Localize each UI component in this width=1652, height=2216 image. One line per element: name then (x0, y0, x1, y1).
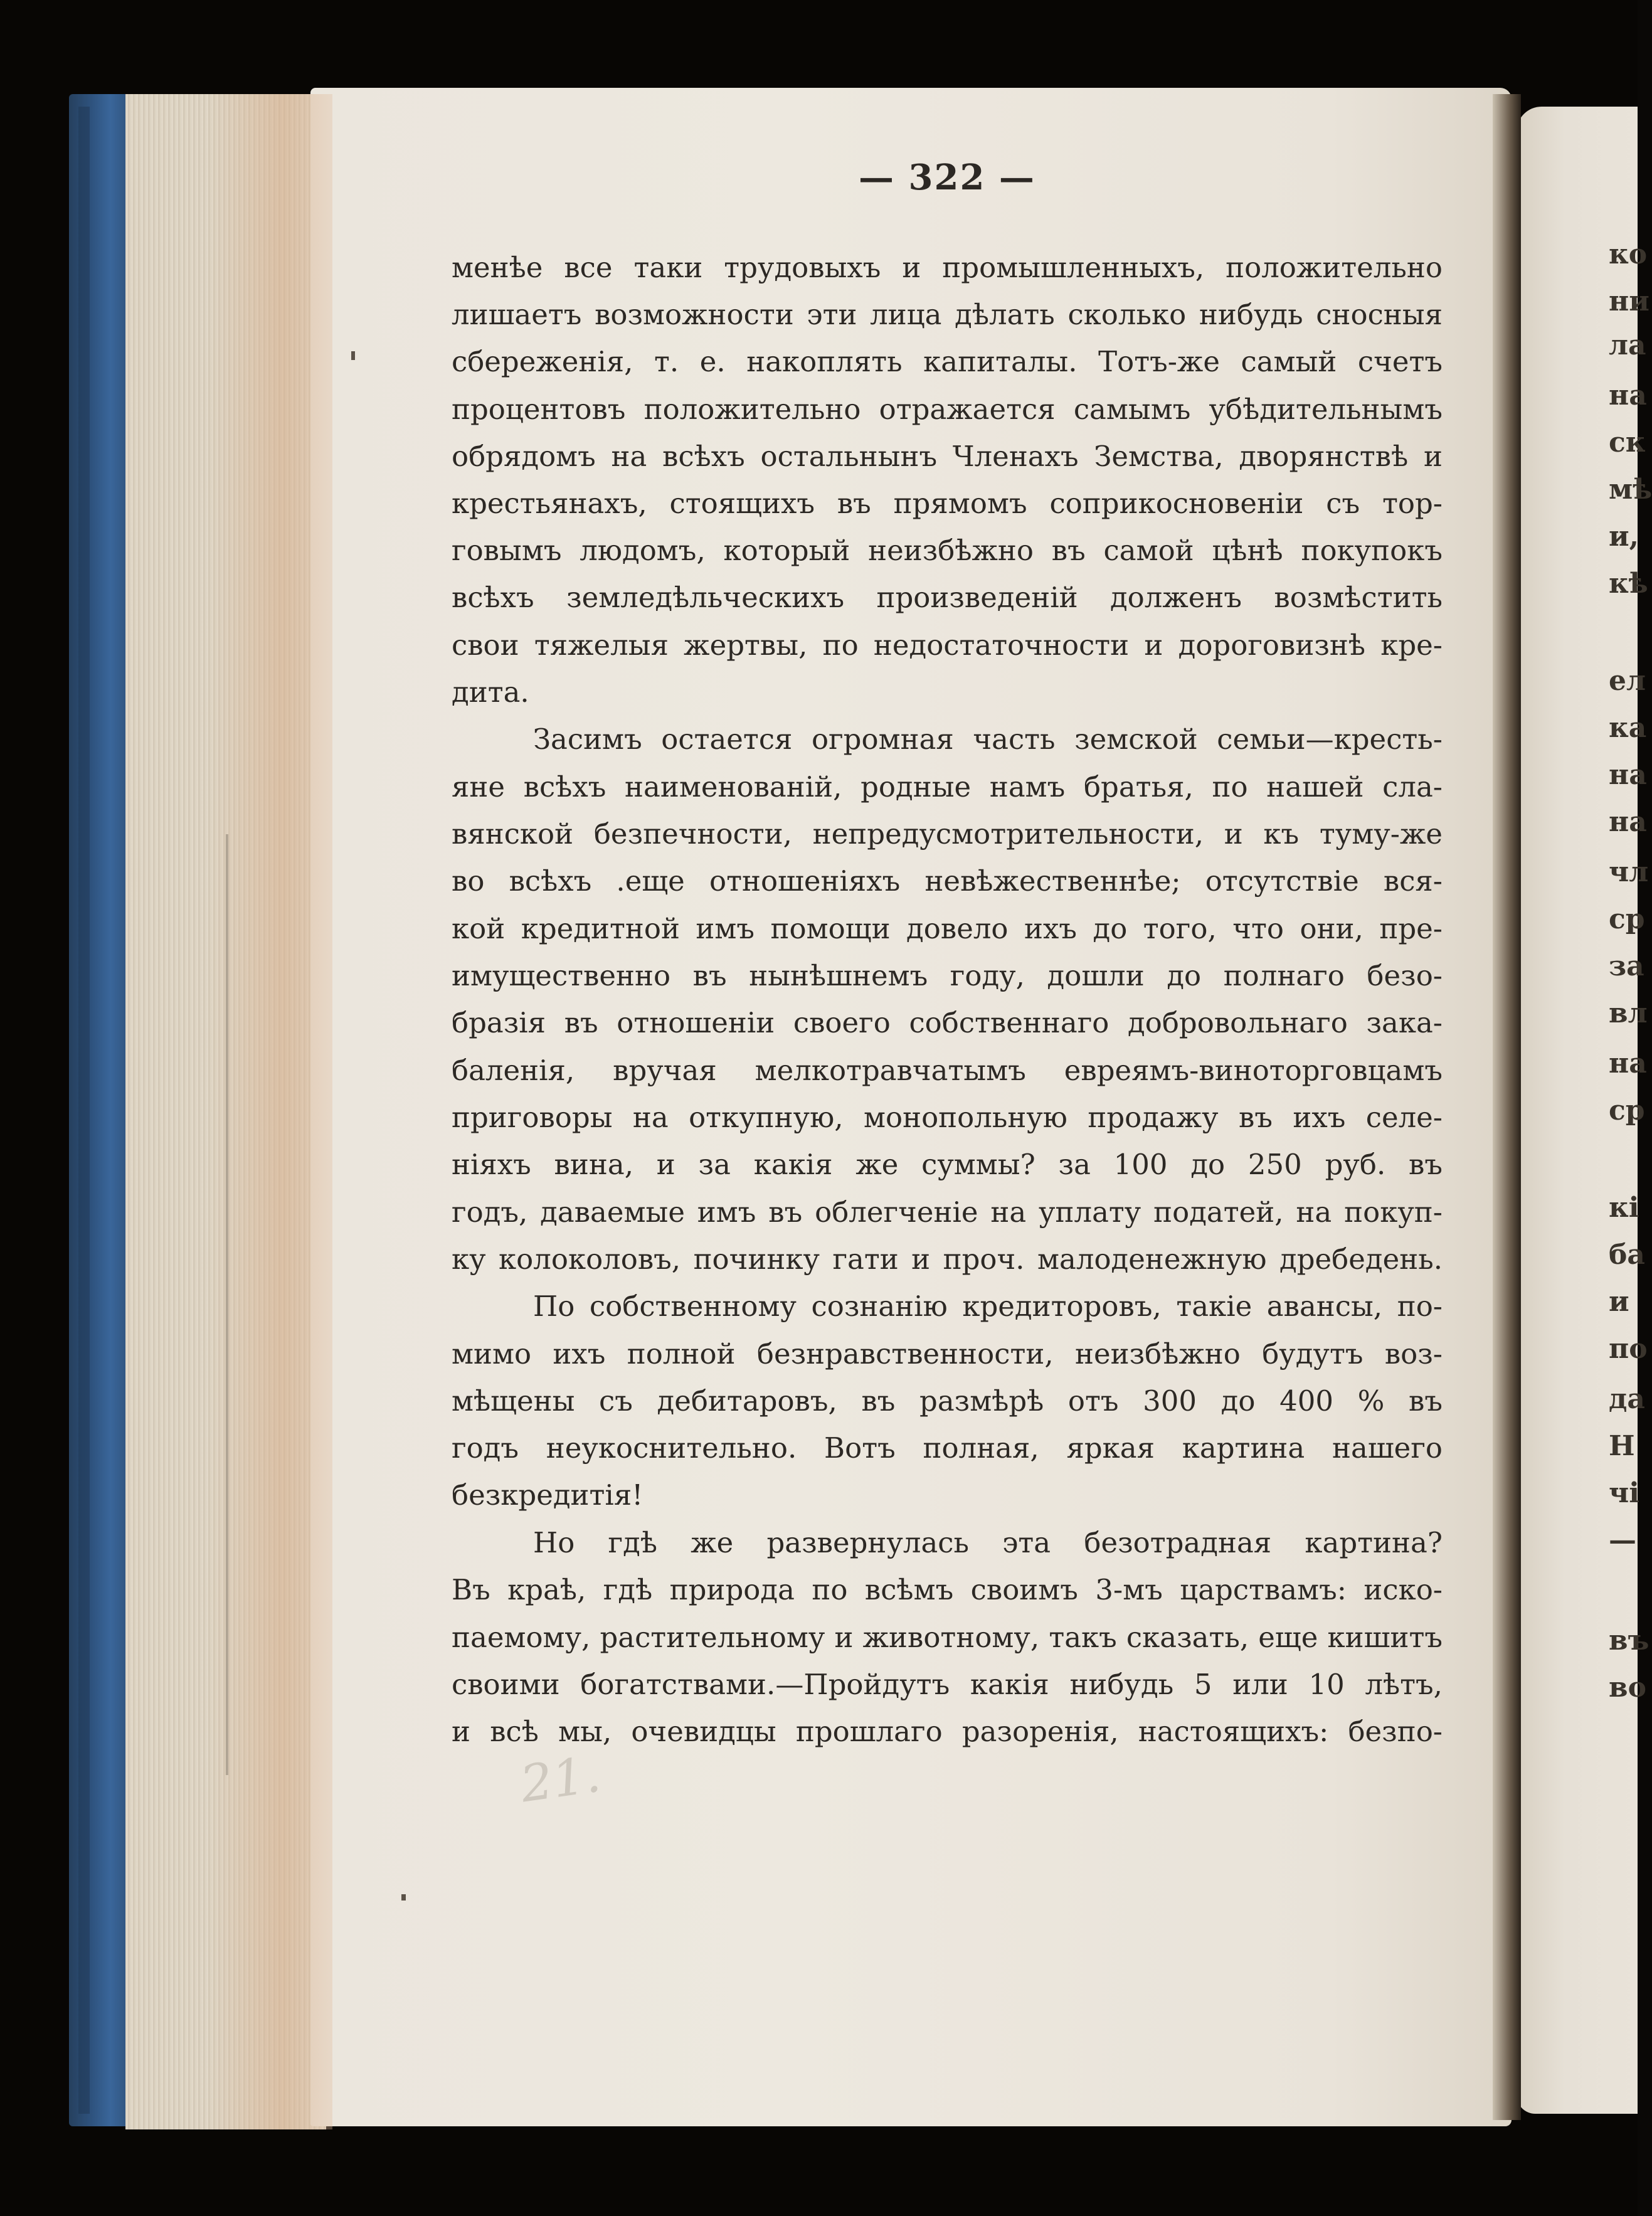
text-line: менѣе все таки трудовыхъ и промышленныхъ, положительно (452, 251, 1443, 284)
bleed-through-number: 21. (517, 1744, 605, 1814)
text-line: Засимъ остается огромная часть земской семьи—кресть- (533, 723, 1443, 756)
text-line: баленія, вручая мелкотравчатымъ евреямъ-виноторговцамъ (452, 1054, 1443, 1087)
text-line: вянской безпечности, непредусмотрительности, и къ туму-же (452, 817, 1443, 851)
text-line: свои тяжелыя жертвы, по недостаточности и дороговизнѣ кре- (452, 628, 1443, 662)
text-line: годъ, даваемые имъ въ облегченіе на уплату податей, на покуп- (452, 1195, 1443, 1229)
text-line: приговоры на откупную, монопольную продажу въ ихъ селе- (452, 1101, 1443, 1134)
right-page-fragment: на (1609, 806, 1647, 838)
text-line: крестьянахъ, стоящихъ въ прямомъ соприкосновеніи съ тор- (452, 487, 1443, 520)
text-line: и всѣ мы, очевидцы прошлаго разоренія, настоящихъ: безпо- (452, 1715, 1443, 1748)
right-page-fragment: кѣ (1609, 568, 1648, 600)
text-line: мѣщены съ дебитаровъ, въ размѣрѣ отъ 300 до 400 % въ (452, 1384, 1443, 1418)
right-page-fragment: на (1609, 759, 1647, 791)
text-line: всѣхъ земледѣльческихъ произведеній долженъ возмѣстить (452, 581, 1443, 614)
right-page-fragment: Н (1609, 1430, 1635, 1462)
text-line: своими богатствами.—Пройдутъ какія нибудь 5 или 10 лѣтъ, (452, 1668, 1443, 1701)
right-page-fragment: во (1609, 1672, 1646, 1704)
ink-mark (351, 351, 355, 360)
text-line: говымъ людомъ, который неизбѣжно въ самой цѣнѣ покупокъ (452, 534, 1443, 567)
text-line: имущественно въ нынѣшнемъ году, дошли до полнаго безо- (452, 959, 1443, 992)
right-page-fragment: ск (1609, 427, 1646, 459)
text-line: яне всѣхъ наименованій, родные намъ братья, по нашей сла- (452, 770, 1443, 803)
right-page-fragment: по (1609, 1333, 1648, 1365)
ink-mark (226, 834, 228, 1775)
right-page-fragment: на (1609, 379, 1647, 411)
right-page-fragment: ни (1609, 285, 1649, 317)
right-page-fragment: за (1609, 950, 1644, 982)
book-gutter (1493, 94, 1521, 2120)
book-cover-edge (78, 107, 90, 2114)
right-page-fragment: — (1609, 1524, 1636, 1556)
text-line: паемому, растительному и животному, такъ сказать, еще кишитъ (452, 1621, 1443, 1654)
text-line: По собственному сознанію кредиторовъ, такіе авансы, по- (533, 1290, 1443, 1323)
right-page-fragment: мѣ (1609, 474, 1652, 506)
right-page-fragment: да (1609, 1383, 1645, 1415)
text-line: Въ краѣ, гдѣ природа по всѣмъ своимъ 3-мъ царствамъ: иско- (452, 1573, 1443, 1606)
text-line: бразія въ отношеніи своего собственнаго добровольнаго зака- (452, 1006, 1443, 1039)
right-page-fragment: ла (1609, 329, 1646, 361)
text-line: мимо ихъ полной безнравственности, неизбѣжно будутъ воз- (452, 1337, 1443, 1370)
right-page-fragment: на (1609, 1047, 1647, 1079)
text-line: ніяхъ вина, и за какія же суммы? за 100 до 250 руб. въ (452, 1148, 1443, 1181)
right-page-fragment: ка (1609, 712, 1647, 744)
text-line: процентовъ положительно отражается самымъ убѣдительнымъ (452, 393, 1443, 426)
right-page-fragment: ел (1609, 665, 1646, 697)
text-line: сбереженія, т. е. накоплять капиталы. Тотъ-же самый счетъ (452, 345, 1443, 378)
right-page-fragment: чі (1609, 1477, 1639, 1509)
right-page-fragment: и (1609, 1286, 1629, 1318)
right-page-fragment: ко (1609, 238, 1648, 270)
text-line: безкредитія! (452, 1478, 643, 1512)
right-page-fragment: въ (1609, 1625, 1649, 1657)
ink-mark (401, 1894, 406, 1901)
text-line: Но гдѣ же развернулась эта безотрадная картина? (533, 1526, 1443, 1559)
right-page-fragment: чл (1609, 856, 1649, 888)
right-page-fragment: и, (1609, 521, 1639, 553)
text-line: кой кредитной имъ помощи довело ихъ до того, что они, пре- (452, 912, 1443, 945)
text-line: во всѣхъ .еще отношеніяхъ невѣжественнѣе; отсутствіе вся- (452, 864, 1443, 898)
text-line: обрядомъ на всѣхъ остальнынъ Членахъ Земства, дворянствѣ и (452, 440, 1443, 473)
text-line: дита. (452, 676, 529, 709)
text-line: лишаетъ возможности эти лица дѣлать сколько нибудь сносныя (452, 298, 1443, 331)
right-page-fragment: ср (1609, 1095, 1645, 1127)
right-page-fragment: кі (1609, 1192, 1639, 1224)
right-page-fragment: вл (1609, 997, 1648, 1029)
right-page-fragment: ба (1609, 1239, 1645, 1271)
right-page-fragment: ср (1609, 903, 1645, 935)
text-line: годъ неукоснительно. Вотъ полная, яркая картина нашего (452, 1431, 1443, 1465)
page-number: — 322 — (859, 157, 1035, 198)
text-line: ку колоколовъ, починку гати и проч. малоденежную дребедень. (452, 1243, 1443, 1276)
